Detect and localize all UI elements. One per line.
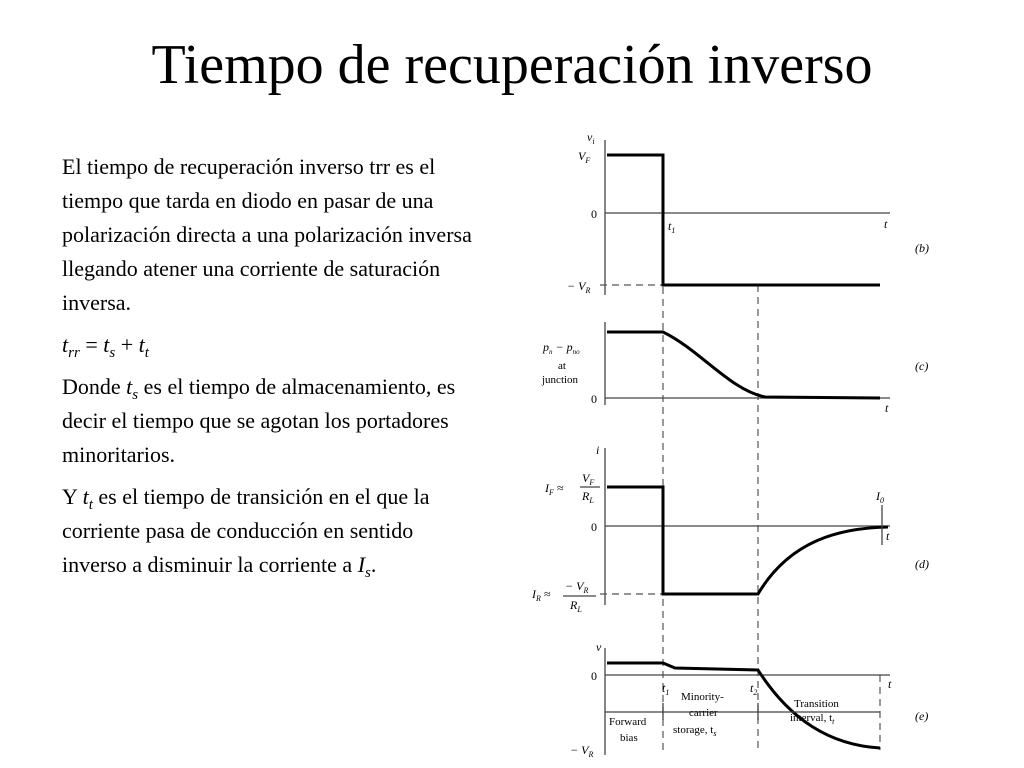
paragraph-definition: El tiempo de recuperación inverso trr es el tiempo que tarda en diodo en pasar de una polarización directa a una polarización inversa llegando atener una corriente de saturación inversa. <box>62 154 472 315</box>
paragraph2-suffix: es el tiempo de almacenamiento, es decir el tiempo que se agotan los portadores minoritarios. <box>62 374 456 467</box>
paragraph2-prefix: Donde <box>62 374 127 399</box>
paragraph3-var-sub: t <box>88 497 93 513</box>
formula-equals: = <box>79 332 104 357</box>
panel-b-square-wave <box>607 155 880 285</box>
panel-e-transition-line1: Transition <box>794 698 839 710</box>
paragraph2-var-sub: s <box>132 387 139 403</box>
panel-d-i0-label: $I_0$ <box>876 489 884 505</box>
panel-e-storage-line1: Minority- <box>681 691 724 703</box>
panel-c-carrier-concentration <box>541 322 928 415</box>
formula-lhs: t <box>62 332 69 357</box>
panel-d-ir-numerator: − $V_R$ <box>565 579 589 595</box>
panel-d-ir-denominator: $R_L$ <box>570 598 582 614</box>
panel-d-diode-current <box>531 443 929 614</box>
panel-e-voltage-waveform <box>607 663 880 748</box>
formula-tt: t <box>138 332 145 357</box>
panel-e-forward-bias-line1: Forward <box>609 716 647 728</box>
formula-lhs-sub: rr <box>68 345 80 361</box>
panel-e-forward-bias-line2: bias <box>620 732 638 744</box>
panel-c-zero-label: 0 <box>591 392 597 406</box>
panel-e-diode-voltage <box>570 640 928 759</box>
panel-c-y-label-line1: $p_n - p_{no}$ <box>543 340 580 356</box>
panel-b-y-label: $v_i$ <box>587 130 595 146</box>
text-column <box>62 150 482 590</box>
panel-e-tag: (e) <box>915 709 929 723</box>
reverse-recovery-waveforms-diagram <box>530 120 1010 765</box>
panel-b-tag: (b) <box>915 241 929 255</box>
panel-d-tag: (d) <box>915 557 929 571</box>
panel-e-neg-vr-label: − $V_R$ <box>570 743 594 759</box>
paragraph-storage-time <box>62 370 482 472</box>
formula-plus: + <box>115 332 139 357</box>
panel-b-zero-label: 0 <box>591 207 597 221</box>
panel-d-t-axis-label: t <box>886 529 890 543</box>
slide-title: Tiempo de recuperación inverso <box>151 34 873 96</box>
panel-b-neg-vr-label: − $V_R$ <box>567 279 591 295</box>
panel-b-t1-label: $t_1$ <box>668 219 676 235</box>
panel-d-if-numerator: $V_F$ <box>582 471 595 487</box>
paragraph3-var: t <box>82 484 89 509</box>
formula-tt-sub: t <box>144 345 149 361</box>
panel-b-vf-label: $V_F$ <box>578 149 591 165</box>
panel-e-transition-line2: interval, $t_t$ <box>790 712 835 726</box>
formula-ts-sub: s <box>109 345 116 361</box>
panel-e-t2-label: $t_2$ <box>750 681 758 697</box>
paragraph3-middle: es el tiempo de transición en el que la corriente pasa de conducción en sentido inverso a disminuir la corriente a <box>62 484 430 577</box>
panel-d-current-waveform <box>607 487 888 594</box>
panel-e-storage-line3: storage, $t_s$ <box>673 724 717 738</box>
paragraph3-prefix: Y <box>62 484 83 509</box>
panel-e-storage-line2: carrier <box>689 707 718 719</box>
paragraph-transition-time <box>62 480 482 582</box>
paragraph3-end-sub: s <box>365 565 371 581</box>
paragraph3-end-var: I <box>357 552 366 577</box>
paragraph2-var: t <box>126 374 133 399</box>
panel-d-zero-label: 0 <box>591 520 597 534</box>
panel-d-if-label: $I_F$ ≈ <box>545 481 564 497</box>
panel-d-y-label: i <box>596 443 600 457</box>
panel-c-carrier-curve <box>607 332 880 398</box>
formula-ts: t <box>103 332 110 357</box>
panel-e-t1-label: $t_1$ <box>662 681 670 697</box>
paragraph3-end: . <box>370 552 377 577</box>
panel-c-t-axis-label: t <box>885 401 889 415</box>
formula-trr <box>62 328 482 362</box>
panel-b-t-axis-label: t <box>884 217 888 231</box>
panel-e-zero-label: 0 <box>591 669 597 683</box>
panel-e-y-label: v <box>596 640 602 654</box>
panel-c-y-label-line2: at <box>558 360 566 372</box>
panel-d-if-denominator: $R_L$ <box>582 489 594 505</box>
panel-b-input-voltage <box>567 130 929 295</box>
panel-e-t-axis-label: t <box>888 677 892 691</box>
panel-c-tag: (c) <box>915 359 929 373</box>
panel-c-y-label-line3: junction <box>542 374 579 386</box>
panel-d-ir-label: $I_R$ ≈ <box>532 587 551 603</box>
